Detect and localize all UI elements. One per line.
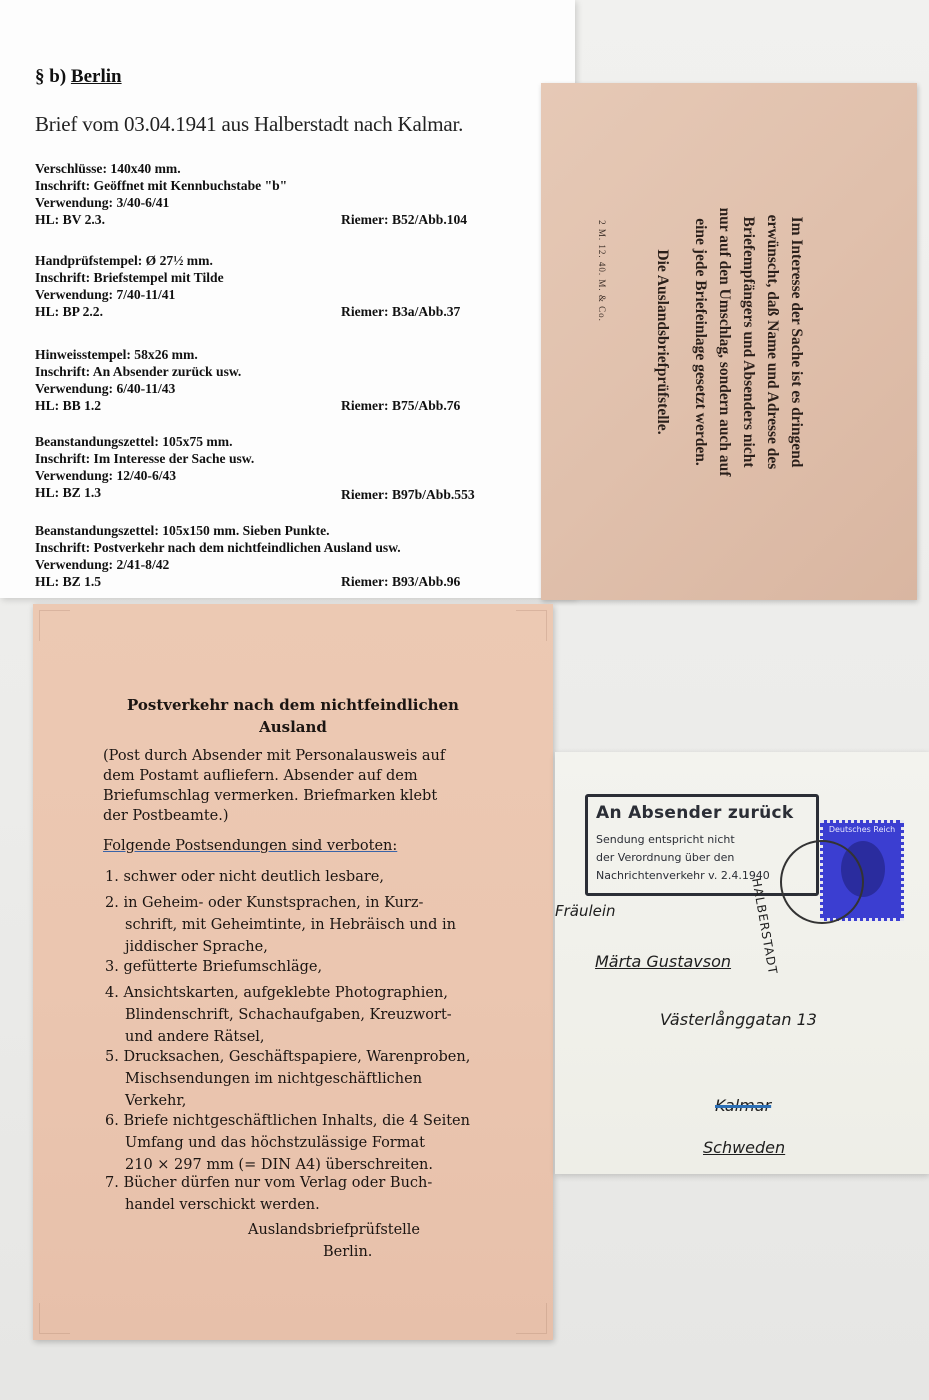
printer-mark: 2 M. 12. 40. M. & Co. (597, 220, 607, 322)
block-line: Inschrift: Postverkehr nach dem nichtfeindlichen Ausland usw. (35, 540, 401, 555)
address-street: Västerlånggatan 13 (660, 1010, 817, 1029)
riemer-reference: Riemer: B52/Abb.104 (341, 212, 468, 227)
block-line: Hinweisstempel: 58x26 mm. (35, 347, 198, 362)
block-line: Verwendung: 7/40-11/41 (35, 287, 176, 302)
item-line: Verkehr, (125, 1093, 187, 1109)
regulation-item (105, 956, 505, 978)
item-line: Blindenschrift, Schachaufgaben, Kreuzwort- (125, 1007, 452, 1023)
regulation-item (105, 982, 505, 1048)
regulation-item (105, 1172, 505, 1216)
regulations-signature: Auslandsbriefprüfstelle (248, 1222, 421, 1238)
forbidden-heading (103, 836, 498, 856)
item-line: 7. Bücher dürfen nur vom Verlag oder Buch- (105, 1175, 433, 1191)
intro-line: (Post durch Absender mit Personalausweis auf (103, 748, 446, 764)
block-line: Handprüfstempel: Ø 27½ mm. (35, 253, 213, 268)
notice-line: Im Interesse der Sache ist es dringend (788, 216, 805, 467)
regulations-signature-city: Berlin. (323, 1244, 373, 1260)
riemer-reference: Riemer: B97b/Abb.553 (341, 487, 475, 502)
intro-line: dem Postamt aufliefern. Absender auf dem (103, 768, 418, 784)
block-line: HL: BB 1.2 (35, 398, 102, 413)
block-line: Verschlüsse: 140x40 mm. (35, 161, 181, 176)
title-line: Postverkehr nach dem nichtfeindlichen (127, 696, 459, 714)
block-line: Verwendung: 6/40-11/43 (35, 381, 176, 396)
block-line: HL: BV 2.3. (35, 212, 105, 227)
item-line: handel verschickt werden. (125, 1197, 320, 1213)
block-line: Beanstandungszettel: 105x150 mm. Sieben Punkte. (35, 523, 330, 538)
description-block (35, 160, 555, 228)
sheet-corner (39, 1303, 70, 1334)
description-block (35, 346, 555, 414)
description-sheet (0, 0, 575, 598)
item-line: schrift, mit Geheimtinte, in Hebräisch und in (125, 917, 456, 933)
forbidden-heading-text: Folgende Postsendungen sind verboten: (103, 838, 398, 854)
block-line: Inschrift: Im Interesse der Sache usw. (35, 451, 255, 466)
postmark-city: HALBERSTADT (749, 877, 780, 976)
stamp-title: An Absender zurück (596, 803, 794, 823)
item-line: Umfang und das höchstzulässige Format (125, 1135, 425, 1151)
item-line: 3. gefütterte Briefumschläge, (105, 959, 323, 975)
item-line: Mischsendungen im nichtgeschäftlichen (125, 1071, 423, 1087)
section-heading (35, 66, 122, 88)
regulations-title (33, 694, 553, 738)
title-line: Ausland (259, 718, 327, 736)
notice-card (541, 83, 917, 600)
address-name: Märta Gustavson (595, 952, 732, 971)
item-line: 210 × 297 mm (= DIN A4) überschreiten. (125, 1157, 434, 1173)
sheet-corner (516, 1303, 547, 1334)
block-line: Inschrift: Geöffnet mit Kennbuchstabe "b" (35, 178, 288, 193)
notice-spacer (674, 177, 688, 507)
block-line: Verwendung: 2/41-8/42 (35, 557, 170, 572)
block-line: HL: BP 2.2. (35, 304, 103, 319)
address-salutation: Fräulein (555, 902, 616, 920)
regulations-sheet (33, 604, 553, 1340)
riemer-reference: Riemer: B3a/Abb.37 (341, 304, 461, 319)
block-line: Beanstandungszettel: 105x75 mm. (35, 434, 233, 449)
item-line: jiddischer Sprache, (125, 939, 268, 955)
riemer-reference: Riemer: B93/Abb.96 (341, 574, 461, 589)
regulation-item (105, 892, 505, 958)
address-country: Schweden (703, 1138, 786, 1157)
section-title: Berlin (70, 66, 122, 87)
description-block (35, 433, 555, 501)
address-city: Kalmar (715, 1096, 772, 1115)
notice-line: eine jede Briefeinlage gesetzt werden. (692, 217, 709, 466)
item-line: 1. schwer oder nicht deutlich lesbare, (105, 869, 384, 885)
block-line: Verwendung: 12/40-6/43 (35, 468, 177, 483)
section-prefix: § b) (35, 66, 67, 87)
stamp-line: der Verordnung über den (596, 851, 735, 864)
intro-line: der Postbeamte.) (103, 808, 229, 824)
block-line: HL: BZ 1.3 (35, 485, 102, 500)
postage-label: Deutsches Reich (828, 825, 896, 834)
letter-summary: Brief vom 03.04.1941 aus Halberstadt nach Kalmar. (35, 112, 464, 136)
regulations-intro (103, 746, 498, 826)
item-line: 4. Ansichtskarten, aufgeklebte Photographien, (105, 985, 448, 1001)
notice-signature: Die Auslandsbriefprüfstelle. (654, 248, 671, 435)
regulation-item (105, 1046, 505, 1112)
riemer-reference: Riemer: B75/Abb.76 (341, 398, 461, 413)
notice-line: nur auf den Umschlag, sondern auch auf (716, 207, 733, 476)
item-line: und andere Rätsel, (125, 1029, 265, 1045)
regulation-item (105, 1110, 505, 1176)
regulation-item (105, 866, 505, 888)
envelope (555, 752, 929, 1174)
item-line: 5. Drucksachen, Geschäftspapiere, Warenproben, (105, 1049, 471, 1065)
item-line: 2. in Geheim- oder Kunstsprachen, in Kurz- (105, 895, 424, 911)
description-block (35, 522, 555, 590)
block-line: Inschrift: An Absender zurück usw. (35, 364, 242, 379)
notice-text (650, 177, 808, 507)
postmark-circle (780, 840, 864, 924)
item-line: 6. Briefe nichtgeschäftlichen Inhalts, die 4 Seiten (105, 1113, 470, 1129)
sheet-corner (516, 610, 547, 641)
stamp-line: Nachrichtenverkehr v. 2.4.1940 (596, 869, 770, 882)
description-block (35, 252, 555, 320)
block-line: Inschrift: Briefstempel mit Tilde (35, 270, 224, 285)
block-line: HL: BZ 1.5 (35, 574, 102, 589)
sheet-corner (39, 610, 70, 641)
stamp-line: Sendung entspricht nicht (596, 833, 735, 846)
notice-line: erwünscht, daß Name und Adresse des (764, 214, 781, 469)
notice-line: Briefempfängers und Absenders nicht (740, 215, 757, 468)
block-line: Verwendung: 3/40-6/41 (35, 195, 170, 210)
intro-line: Briefumschlag vermerken. Briefmarken klebt (103, 788, 438, 804)
